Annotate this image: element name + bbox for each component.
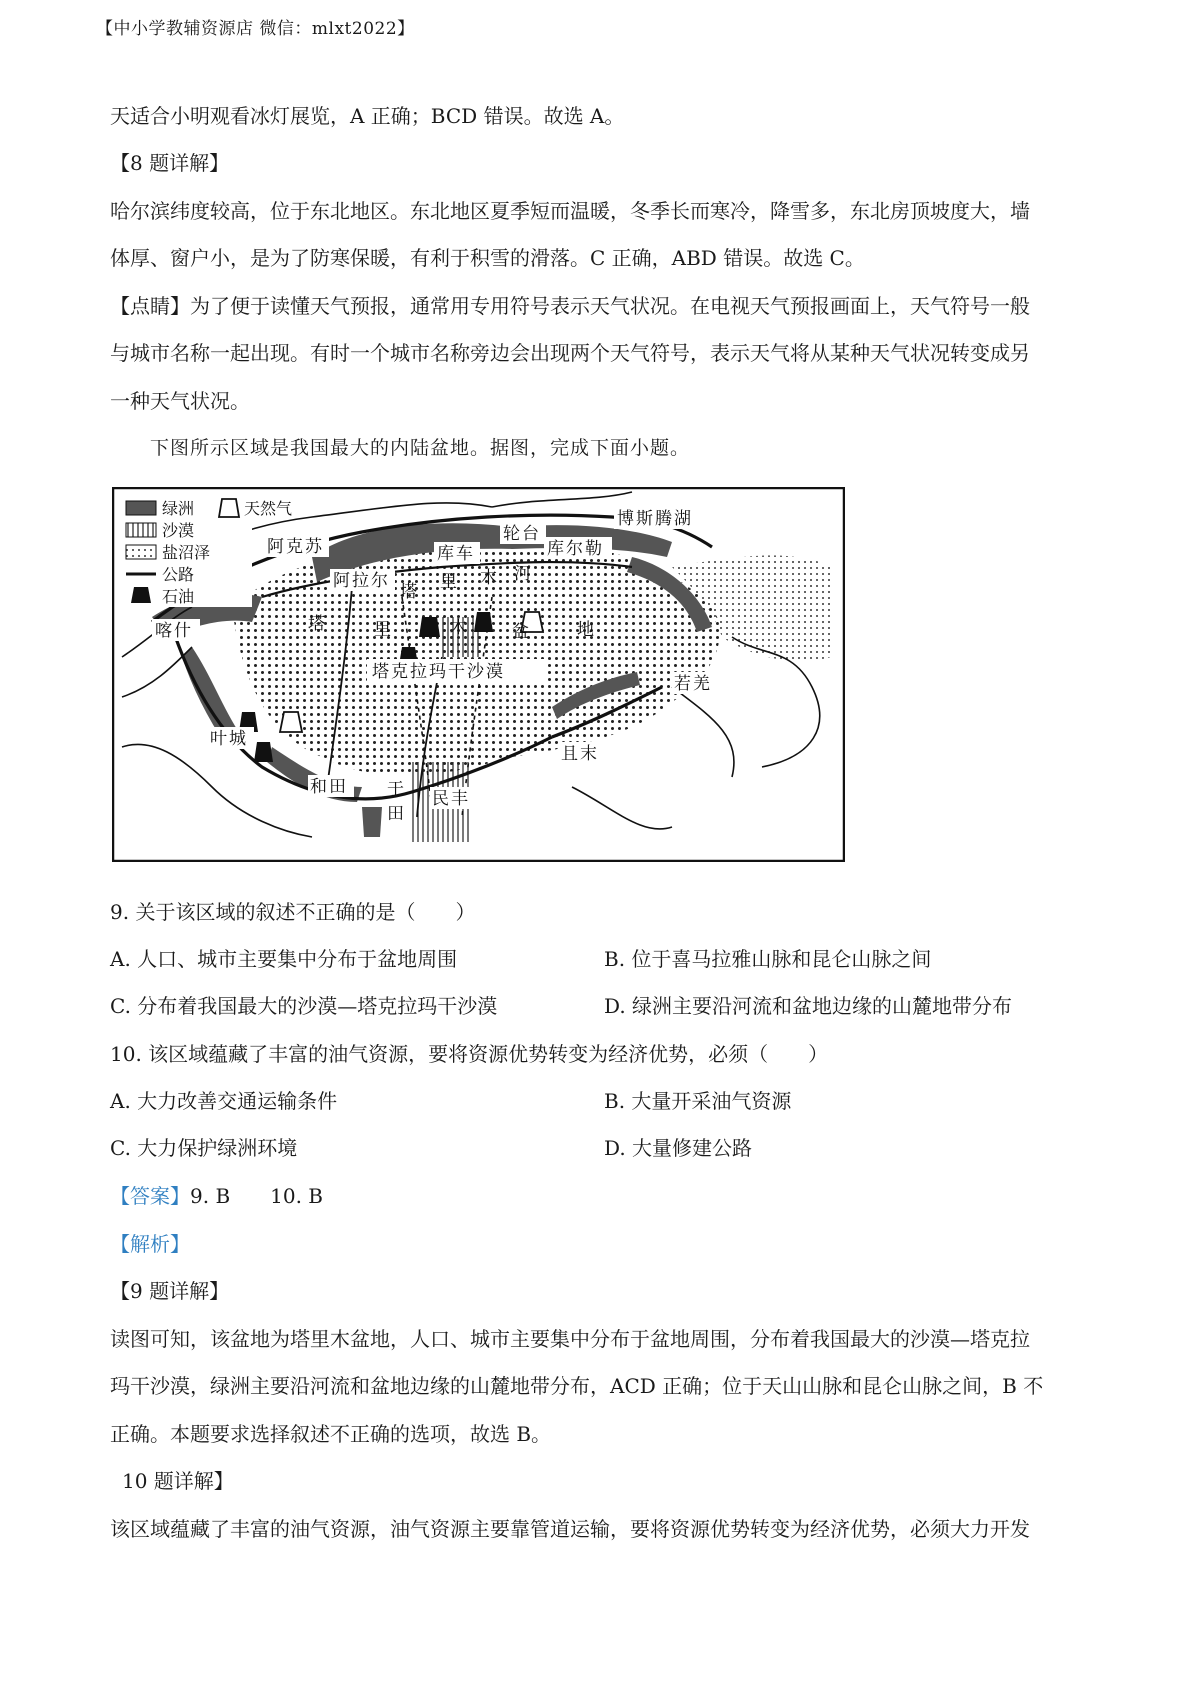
legend-oil: 石油: [162, 587, 195, 606]
q10-detail-tag: 10 题详解】: [122, 1469, 234, 1493]
legend-gas: 天然气: [244, 499, 293, 518]
answer-line: [110, 1181, 323, 1211]
section-tag: 【8 题详解】: [110, 151, 230, 175]
label-luntai: 轮台: [503, 524, 541, 544]
label-basin-ta: 塔: [308, 614, 327, 634]
question-9-stem: 9. 关于该区域的叙述不正确的是（ ）: [110, 900, 476, 924]
legend-desert: 沙漠: [162, 521, 195, 540]
text-line: 一种天气状况。: [110, 389, 250, 413]
label-river-mu: 木: [480, 568, 499, 588]
legend-road: 公路: [162, 565, 195, 584]
label-basin-pen: 盆: [512, 622, 531, 642]
q9-option-d: D. 绿洲主要沿河流和盆地边缘的山麓地带分布: [604, 994, 1013, 1018]
label-kashgar: 喀什: [155, 621, 193, 641]
map-intro: 下图所示区域是我国最大的内陆盆地。据图，完成下面小题。: [150, 437, 691, 459]
q10-option-b: B. 大量开采油气资源: [604, 1089, 792, 1113]
label-korla: 库尔勒: [547, 539, 604, 559]
text-line: 体厚、窗户小，是为了防寒保暖，有利于积雪的滑落。C 正确，ABD 错误。故选 C。: [110, 246, 865, 270]
analysis-tag: 【解析】: [110, 1232, 190, 1256]
tarim-basin-map: [112, 487, 845, 862]
legend-oasis: 绿洲: [162, 499, 195, 518]
label-yecheng: 叶城: [210, 729, 248, 749]
text-line: 与城市名称一起出现。有时一个城市名称旁边会出现两个天气符号，表示天气将从某种天气状况转变成另: [110, 341, 1030, 365]
label-minfeng: 民丰: [432, 789, 470, 809]
text-line: 天适合小明观看冰灯展览，A 正确；BCD 错误。故选 A。: [110, 104, 625, 128]
q10-option-d: D. 大量修建公路: [604, 1136, 753, 1160]
q10-option-c: C. 大力保护绿洲环境: [110, 1136, 298, 1160]
question-10-stem: 10. 该区域蕴藏了丰富的油气资源，要将资源优势转变为经济优势，必须（ ）: [110, 1042, 829, 1066]
q9-detail-line: 读图可知，该盆地为塔里木盆地，人口、城市主要集中分布于盆地周围，分布着我国最大的沙漠—塔克拉: [110, 1327, 1030, 1351]
label-taklimakan: 塔克拉玛干沙漠: [372, 662, 505, 682]
label-basin-mu: 木: [450, 618, 469, 638]
q9-option-a: A. 人口、城市主要集中分布于盆地周围: [110, 947, 458, 971]
q10-detail-line: 该区域蕴藏了丰富的油气资源，油气资源主要靠管道运输，要将资源优势转变为经济优势，必须大力开发: [110, 1517, 1030, 1541]
label-river-he: 河: [514, 564, 533, 584]
text-line: 【点睛】为了便于读懂天气预报，通常用专用符号表示天气状况。在电视天气预报画面上，天气符号一般: [110, 294, 1030, 318]
q9-detail-tag: 【9 题详解】: [110, 1279, 230, 1303]
label-basin-li: 里: [374, 620, 393, 640]
label-kuqa: 库车: [437, 544, 475, 564]
answer-tag: 【答案】: [110, 1184, 190, 1208]
label-bosten-lake: 博斯腾湖: [617, 509, 693, 529]
legend-salt-marsh: 盐沼泽: [162, 543, 211, 562]
text-line: 哈尔滨纬度较高，位于东北地区。东北地区夏季短而温暖，冬季长而寒冷，降雪多，东北房顶坡度大，墙: [110, 199, 1030, 223]
label-qiemo: 且末: [561, 744, 599, 764]
page-header: 【中小学教辅资源店 微信：mlxt2022】: [96, 19, 415, 39]
q9-detail-line: 正确。本题要求选择叙述不正确的选项，故选 B。: [110, 1422, 552, 1446]
answer-text: 9. B 10. B: [190, 1184, 323, 1208]
label-river-li: 里: [440, 572, 459, 592]
q9-detail-line: 玛干沙漠，绿洲主要沿河流和盆地边缘的山麓地带分布，ACD 正确；位于天山山脉和昆仑山脉之间，B 不: [110, 1374, 1044, 1398]
q9-option-b: B. 位于喜马拉雅山脉和昆仑山脉之间: [604, 947, 932, 971]
label-basin-di: 地: [577, 620, 596, 640]
label-yutian-1: 于: [387, 780, 406, 800]
label-hotan: 和田: [310, 777, 348, 797]
label-ruoqiang: 若羌: [674, 674, 712, 694]
label-alar: 阿拉尔: [333, 571, 390, 591]
label-yutian-2: 田: [387, 804, 406, 824]
q9-option-c: C. 分布着我国最大的沙漠—塔克拉玛干沙漠: [110, 994, 498, 1018]
q10-option-a: A. 大力改善交通运输条件: [110, 1089, 338, 1113]
label-river-ta: 塔: [400, 582, 419, 602]
label-aksu: 阿克苏: [267, 537, 324, 557]
